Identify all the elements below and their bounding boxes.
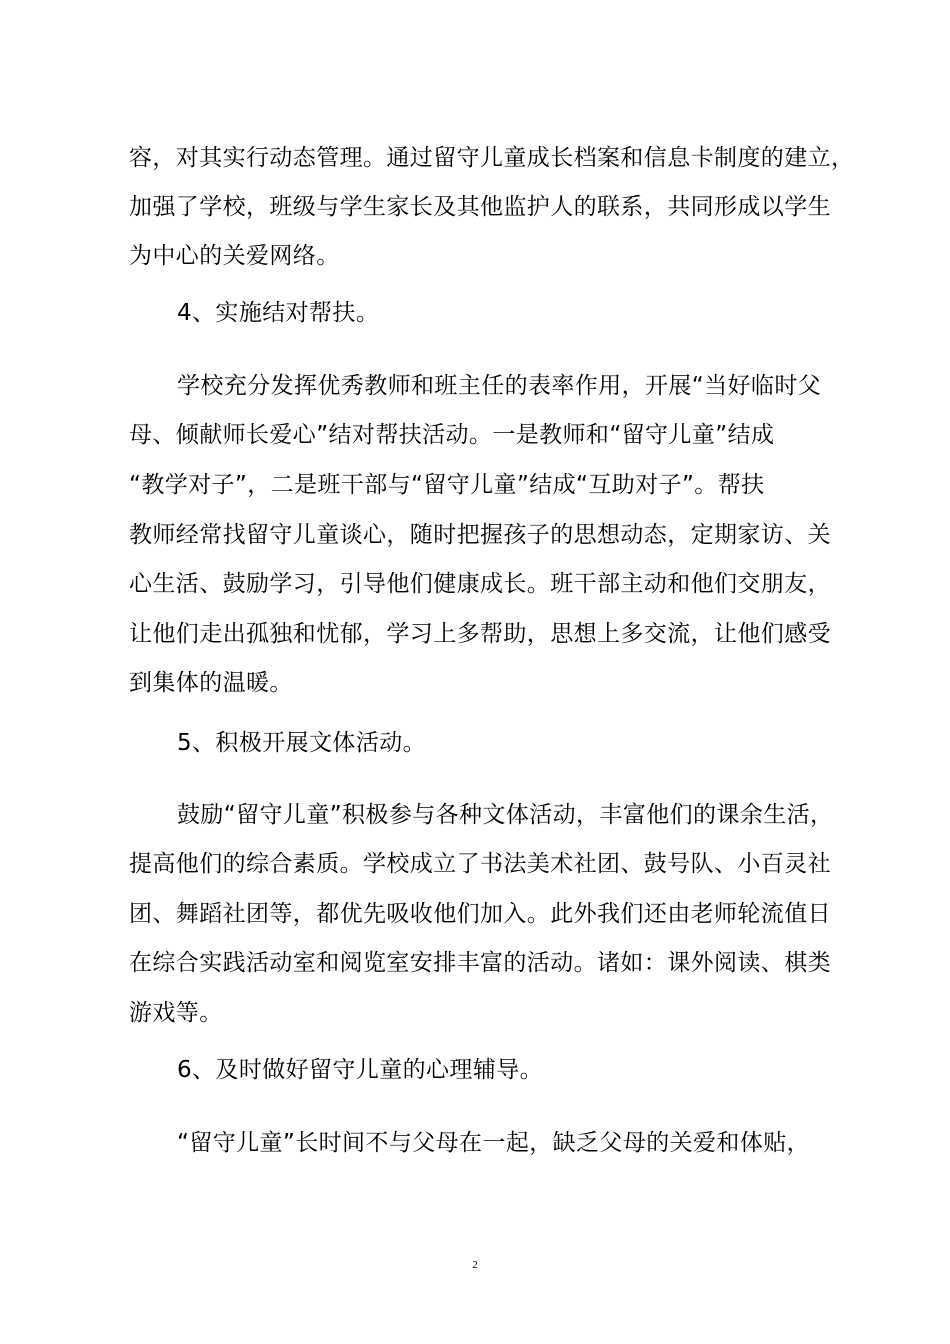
paragraph-line: 在综合实践活动室和阅览室安排丰富的活动。诸如：课外阅读、棋类 <box>129 950 831 976</box>
paragraph-line: 游戏等。 <box>129 1000 223 1026</box>
section-heading: 4、实施结对帮扶。 <box>177 300 380 326</box>
paragraph-line: 团、舞蹈社团等，都优先吸收他们加入。此外我们还由老师轮流值日 <box>129 901 831 927</box>
paragraph-line: 鼓励“留守儿童”积极参与各种文体活动，丰富他们的课余生活， <box>177 802 834 828</box>
paragraph-line: “留守儿童”长时间不与父母在一起，缺乏父母的关爱和体贴， <box>177 1130 811 1156</box>
paragraph-line: 教师经常找留守儿童谈心，随时把握孩子的思想动态，定期家访、关 <box>129 522 831 548</box>
paragraph-line: 提高他们的综合素质。学校成立了书法美术社团、鼓号队、小百灵社 <box>129 851 831 877</box>
section-heading: 5、积极开展文体活动。 <box>177 730 427 756</box>
paragraph-line: 容，对其实行动态管理。通过留守儿童成长档案和信息卡制度的建立， <box>129 145 855 171</box>
paragraph-line: “教学对子”，二是班干部与“留守儿童”结成“互助对子”。帮扶 <box>129 472 765 498</box>
paragraph-line: 为中心的关爱网络。 <box>129 243 340 269</box>
paragraph-line: 加强了学校，班级与学生家长及其他监护人的联系，共同形成以学生 <box>129 194 831 220</box>
page-number: 2 <box>472 1259 478 1271</box>
paragraph-line: 让他们走出孤独和忧郁，学习上多帮助，思想上多交流，让他们感受 <box>129 621 831 647</box>
section-heading: 6、及时做好留守儿童的心理辅导。 <box>177 1057 544 1083</box>
paragraph-line: 母、倾献师长爱心”结对帮扶活动。一是教师和“留守儿童”结成 <box>129 422 775 448</box>
paragraph-line: 心生活、鼓励学习，引导他们健康成长。班干部主动和他们交朋友， <box>129 571 831 597</box>
paragraph-line: 到集体的温暖。 <box>129 670 293 696</box>
paragraph-line: 学校充分发挥优秀教师和班主任的表率作用，开展“当好临时父 <box>177 373 822 399</box>
